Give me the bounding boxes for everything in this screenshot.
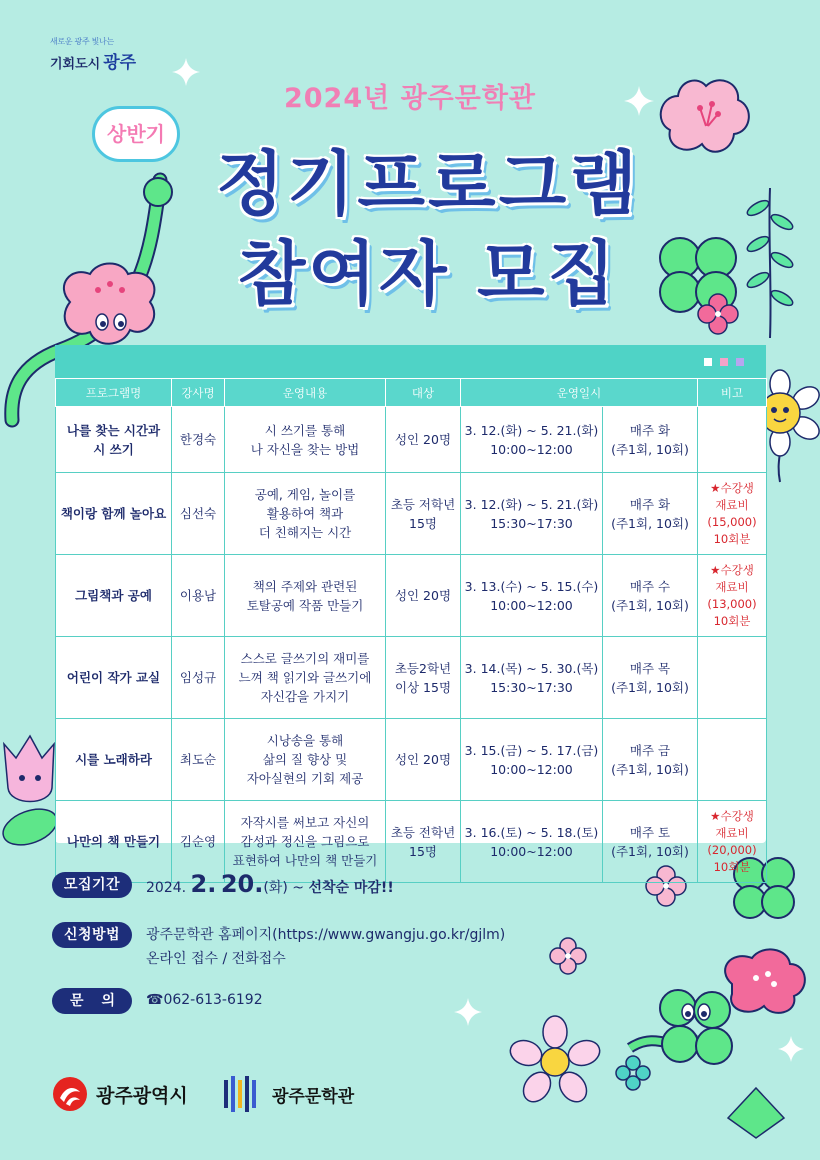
cell-dates-line: 10:00~12:00 [490,441,573,457]
cell-target [386,719,461,801]
period-day: 20. [220,870,264,898]
table-header-row [56,379,767,407]
sparkle-icon [778,1036,804,1062]
page-title-line2: 참여자 모집 [237,233,619,315]
cell-program [56,637,172,719]
cell-schedule-line: 매주 목 [629,660,671,676]
header-content: 운영내용 [225,379,386,407]
cell-note-line: 재료비 [715,579,749,594]
table-row [56,555,767,637]
header-program: 프로그램명 [56,379,172,407]
cell-schedule-line: (주1회, 10회) [611,515,689,531]
cell-note [698,637,767,719]
cell-content-line: 책의 주제와 관련된 [252,578,358,594]
cell-schedule-line: (주1회, 10회) [611,441,689,457]
cell-dates-line: 3. 15.(금) ~ 5. 17.(금) [464,742,599,758]
cell-note [698,407,767,473]
cell-target-line: 15명 [409,515,437,531]
dot-icon [720,358,728,366]
cell-instructor: 이용남 [172,555,225,637]
period-text [146,870,394,898]
small-flower-icon [550,938,586,974]
logo-slogan: 새로운 광주 빛나는 [50,37,114,46]
subtitle: 2024년 광주문학관 [283,83,537,114]
cell-note-line: (15,000) [707,514,757,529]
cell-content-line: 활용하여 책과 [266,506,344,521]
dot-icon [736,358,744,366]
cell-content-line: 시 쓰기를 통해 [264,422,346,438]
logo-city-name: 광주 [103,53,137,73]
cell-dates-line: 15:30~17:30 [490,679,573,695]
program-table-panel [55,345,766,874]
program-table [55,378,767,883]
cell-program-line: 나만의 책 만들기 [66,834,161,849]
cell-schedule-line: 매주 화 [629,422,671,438]
cell-target-line: 초등 저학년 [390,496,456,512]
cell-content-line: 시낭송을 통해 [266,733,344,748]
small-flower-icon [616,1056,650,1090]
cell-schedule-line: (주1회, 10회) [611,761,689,777]
cell-program [56,407,172,473]
gwangju-city-emblem-icon [52,1076,88,1112]
cell-dates [461,637,603,719]
cell-content-line: 감성과 정신을 그림으로 [240,834,370,849]
period-year: 2024. [146,880,187,896]
cell-note-line: ★수강생 [710,480,754,495]
literature-museum-logo [222,1074,354,1114]
cell-note-line: 10회분 [713,531,751,546]
cell-content-line: 자아실현의 기회 제공 [246,771,364,786]
cell-content-line: 느껴 책 읽기와 글쓰기에 [238,670,372,685]
cell-target [386,637,461,719]
page-title-line1: 정기프로그램 [216,143,640,225]
sparkle-icon [454,998,482,1026]
table-title-bar [55,345,766,378]
period-label: 모집기간 [52,872,132,898]
cell-note [698,801,767,883]
cell-schedule-line: 매주 화 [629,496,671,512]
contact-label: 문의 [52,988,132,1014]
period-weekday: (화) ~ [263,880,304,896]
table-body [56,407,767,883]
cell-program-line: 시 쓰기 [93,441,134,457]
cell-note-line: ★수강생 [710,562,754,577]
cell-program [56,555,172,637]
cell-program-line: 어린이 작가 교실 [66,670,161,685]
cell-target-line: 성인 20명 [394,588,452,603]
table-row [56,719,767,801]
leaf-stem-icon [740,188,800,338]
logo-text [50,48,160,73]
cell-schedule-line: 매주 금 [629,742,671,758]
cell-target [386,473,461,555]
cell-content [225,473,386,555]
cell-program-line: 시를 노래하라 [75,752,152,767]
table-row [56,637,767,719]
cell-target [386,555,461,637]
period-deadline: 선착순 마감!! [308,880,394,896]
cell-note-line: 10회분 [713,859,751,874]
cell-note-line: 10회분 [713,613,751,628]
cell-program [56,719,172,801]
cell-content [225,719,386,801]
daisy-icon [510,1016,600,1106]
cell-schedule-line: 매주 토 [629,824,671,840]
table-row [56,407,767,473]
cell-dates-line: 15:30~17:30 [490,515,573,531]
cell-schedule [603,719,698,801]
header-note: 비고 [698,379,767,407]
cell-dates [461,555,603,637]
cell-schedule [603,801,698,883]
cell-dates [461,473,603,555]
literature-museum-logo-text: 광주문학관 [272,1086,355,1107]
cell-note-line: (20,000) [707,842,757,857]
cell-note-line: ★수강생 [710,808,754,823]
cell-content-line: 자작시를 써보고 자신의 [240,815,370,830]
cell-dates-line: 10:00~12:00 [490,843,573,859]
cell-note-line: 재료비 [715,825,749,840]
cell-schedule-line: (주1회, 10회) [611,679,689,695]
cell-dates-line: 3. 12.(화) ~ 5. 21.(화) [464,496,599,512]
cell-dates-line: 10:00~12:00 [490,761,573,777]
dot-icon [704,358,712,366]
sparkle-icon [624,86,654,116]
cell-dates [461,407,603,473]
cell-target-line: 초등2학년 [394,660,452,676]
cell-note-line: 재료비 [715,497,749,512]
cell-program-line: 그림책과 공예 [75,588,152,603]
cell-dates-line: 3. 16.(토) ~ 5. 18.(토) [464,824,599,840]
sparkle-icon [172,58,200,86]
cell-dates [461,801,603,883]
cell-target-line: 성인 20명 [394,752,452,767]
table-row [56,473,767,555]
cell-target [386,407,461,473]
cell-content-line: 나 자신을 찾는 방법 [250,441,360,457]
apply-methods: 온라인 접수 / 전화접수 [146,951,286,967]
cell-schedule [603,473,698,555]
gwangju-logo [50,36,160,73]
cell-schedule-line: 매주 수 [629,578,671,594]
header-schedule: 운영일시 [461,379,698,407]
cell-target-line: 15명 [409,843,437,859]
cell-dates [461,719,603,801]
cell-content [225,555,386,637]
cell-program [56,473,172,555]
cell-dates-line: 10:00~12:00 [490,597,573,613]
cell-target-line: 초등 전학년 [390,824,456,840]
cell-dates-line: 3. 13.(수) ~ 5. 15.(수) [464,578,599,594]
header-instructor: 강사명 [172,379,225,407]
cell-content-line: 토탈공예 작품 만들기 [246,597,364,613]
apply-label: 신청방법 [52,922,132,948]
cell-note [698,473,767,555]
cell-program-line: 나를 찾는 시간과 [66,422,161,438]
cell-content [225,407,386,473]
cell-content-line: 표현하여 나만의 책 만들기 [232,853,378,868]
cell-schedule-line: (주1회, 10회) [611,597,689,613]
cell-content-line: 삶의 질 향상 및 [262,752,348,767]
cell-content [225,637,386,719]
period-month: 2. [190,870,217,898]
window-dots [704,358,744,366]
cell-content-line: 공예, 게임, 놀이를 [254,487,356,502]
cell-instructor: 임성규 [172,637,225,719]
gwangju-city-logo [52,1076,188,1112]
city-logo-text: 광주광역시 [96,1084,188,1107]
cell-schedule [603,407,698,473]
cell-instructor: 최도순 [172,719,225,801]
cell-dates-line: 3. 12.(화) ~ 5. 21.(화) [464,422,599,438]
contact-phone[interactable]: ☎062-613-6192 [146,992,263,1008]
apply-homepage-link[interactable]: 광주문학관 홈페이지(https://www.gwangju.go.kr/gjlm) [146,927,506,943]
cell-content-line: 자신감을 가지기 [260,689,350,704]
cell-note [698,555,767,637]
logo-city-text: 기회도시 [50,57,101,72]
cell-schedule [603,637,698,719]
cell-target [386,801,461,883]
leaf-icon [726,1088,786,1138]
half-year-badge: 상반기 [92,106,180,162]
literature-museum-emblem-icon [222,1074,262,1114]
cell-note-line: (13,000) [707,596,757,611]
cell-instructor: 김순영 [172,801,225,883]
cell-target-line: 성인 20명 [394,432,452,447]
cell-program-line: 책이랑 함께 놀아요 [60,506,167,521]
cell-instructor: 한경숙 [172,407,225,473]
cell-content-line: 더 친해지는 시간 [258,525,352,540]
cell-note [698,719,767,801]
cell-schedule-line: (주1회, 10회) [611,843,689,859]
cell-schedule [603,555,698,637]
cell-content-line: 스스로 글쓰기의 재미를 [240,651,370,666]
header-target: 대상 [386,379,461,407]
cell-instructor: 심선숙 [172,473,225,555]
cell-target-line: 이상 15명 [394,679,452,695]
cell-dates-line: 3. 14.(목) ~ 5. 30.(목) [464,660,599,676]
